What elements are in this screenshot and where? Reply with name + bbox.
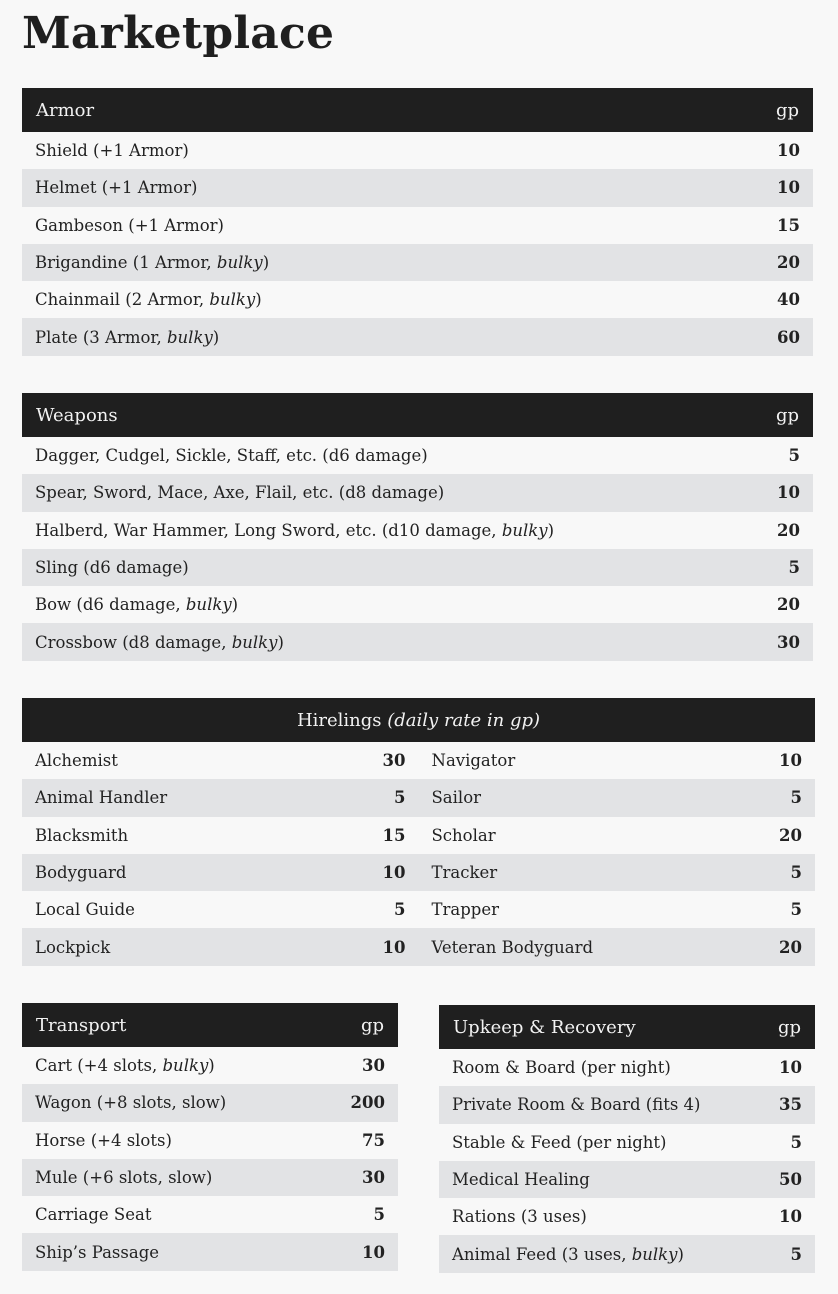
- hirelings-table: [22, 698, 815, 966]
- item-price: 15: [777, 215, 800, 235]
- item-price: 200: [350, 1093, 385, 1113]
- item-name-end: ): [262, 253, 270, 273]
- weapons-header-unit: gp: [775, 404, 799, 426]
- item-price: 5: [373, 1205, 385, 1225]
- item-name-text: Rations (3 uses): [452, 1207, 587, 1227]
- hireling-name: Sailor: [431, 788, 482, 808]
- weapons-table: [22, 393, 813, 661]
- hireling-price: 30: [382, 751, 406, 771]
- hireling-price: 10: [382, 863, 406, 883]
- hireling-left: [35, 826, 419, 845]
- item-price: 75: [362, 1130, 385, 1150]
- armor-table: [22, 88, 813, 356]
- table-row: [22, 623, 813, 660]
- hireling-name: Local Guide: [35, 900, 135, 920]
- item-name-end: ): [277, 632, 284, 652]
- hireling-price: 15: [382, 825, 406, 845]
- item-name-text: Mule (+6 slots, slow): [35, 1168, 213, 1188]
- item-name-text: Brigandine (1 Armor,: [35, 253, 217, 273]
- upkeep-header: [439, 1005, 815, 1049]
- upkeep-header-unit: gp: [777, 1016, 801, 1038]
- hireling-right: [419, 863, 803, 882]
- weapons-header-label: Weapons: [36, 404, 118, 426]
- table-row: [22, 512, 813, 549]
- item-price: 5: [788, 558, 800, 578]
- upkeep-header-label: Upkeep & Recovery: [453, 1016, 636, 1038]
- weapons-rows: [22, 437, 813, 661]
- hireling-price: 10: [382, 937, 406, 957]
- hireling-right: [419, 751, 803, 770]
- item-price: 30: [362, 1056, 385, 1076]
- armor-header-unit: gp: [775, 99, 799, 121]
- item-name: [35, 216, 224, 235]
- hireling-name: Animal Handler: [35, 788, 168, 808]
- item-name: [452, 1245, 684, 1264]
- item-name: [35, 1205, 151, 1224]
- hireling-left: [35, 900, 419, 919]
- item-name-end: ): [255, 290, 262, 310]
- hireling-price: 5: [790, 788, 802, 808]
- transport-header-label: Transport: [36, 1014, 127, 1036]
- item-tag: bulky: [166, 327, 213, 347]
- item-price: 10: [777, 178, 800, 198]
- upkeep-table: [439, 1005, 815, 1273]
- item-name-text: Horse (+4 slots): [35, 1130, 172, 1150]
- transport-header-unit: gp: [360, 1014, 384, 1036]
- hireling-name: Tracker: [431, 863, 498, 883]
- item-tag: bulky: [631, 1244, 678, 1264]
- item-name-text: Room & Board (per night): [452, 1058, 671, 1078]
- hireling-left: [35, 751, 419, 770]
- hireling-name: Trapper: [431, 900, 500, 920]
- item-name-end: ): [212, 327, 220, 347]
- table-row: [439, 1198, 815, 1235]
- hirelings-header-label: [297, 710, 540, 731]
- item-name: [35, 328, 219, 347]
- item-name: [35, 446, 428, 465]
- item-name-end: ): [677, 1244, 684, 1264]
- item-name: [452, 1095, 701, 1114]
- weapons-header: [22, 393, 813, 437]
- transport-rows: [22, 1047, 398, 1271]
- item-name: [35, 483, 444, 502]
- item-name-text: Chainmail (2 Armor,: [35, 290, 210, 310]
- table-row: [22, 742, 815, 779]
- table-row: [22, 437, 813, 474]
- item-name: [35, 1056, 215, 1075]
- item-name-text: Shield (+1 Armor): [35, 141, 189, 161]
- item-price: 5: [790, 1244, 802, 1264]
- table-row: [22, 281, 813, 318]
- item-tag: bulky: [231, 632, 278, 652]
- table-row: [22, 1196, 398, 1233]
- hireling-right: [419, 826, 803, 845]
- item-price: 5: [788, 446, 800, 466]
- table-row: [439, 1235, 815, 1272]
- item-tag: bulky: [501, 520, 548, 540]
- item-name-text: Plate (3 Armor,: [35, 327, 167, 347]
- item-name-text: Helmet (+1 Armor): [35, 178, 198, 198]
- hireling-left: [35, 788, 419, 807]
- table-row: [22, 891, 815, 928]
- item-name-text: Halberd, War Hammer, Long Sword, etc. (d10 damage,: [35, 520, 502, 540]
- item-price: 10: [779, 1058, 802, 1078]
- item-price: 20: [777, 253, 800, 273]
- hireling-price: 5: [790, 863, 802, 883]
- hireling-name: Blacksmith: [35, 825, 129, 845]
- item-name-text: Animal Feed (3 uses,: [452, 1244, 632, 1264]
- item-price: 10: [777, 483, 800, 503]
- item-name: [35, 1131, 172, 1150]
- item-price: 60: [777, 327, 800, 347]
- item-tag: bulky: [216, 253, 263, 273]
- item-name: [35, 633, 284, 652]
- table-row: [22, 1159, 398, 1196]
- item-name-text: Private Room & Board (fits 4): [452, 1095, 701, 1115]
- item-name-end: ): [208, 1056, 215, 1076]
- hirelings-header-text: Hirelings: [296, 709, 388, 731]
- item-price: 40: [777, 290, 800, 310]
- armor-header: [22, 88, 813, 132]
- table-row: [439, 1049, 815, 1086]
- hireling-name: Scholar: [431, 825, 496, 845]
- item-name: [35, 1243, 159, 1262]
- table-row: [22, 1047, 398, 1084]
- item-name: [35, 1093, 226, 1112]
- hireling-price: 10: [779, 751, 802, 771]
- item-name-text: Medical Healing: [452, 1170, 590, 1190]
- hireling-price: 5: [790, 900, 802, 920]
- item-price: 20: [777, 595, 800, 615]
- hireling-price: 5: [394, 900, 406, 920]
- hireling-right: [419, 938, 803, 957]
- item-name-text: Dagger, Cudgel, Sickle, Staff, etc. (d6 damage): [35, 446, 428, 466]
- item-name-end: ): [547, 520, 555, 540]
- armor-header-label: Armor: [36, 99, 95, 121]
- item-price: 20: [777, 520, 800, 540]
- table-row: [22, 474, 813, 511]
- table-row: [439, 1124, 815, 1161]
- hireling-left: [35, 863, 419, 882]
- item-tag: bulky: [162, 1056, 209, 1076]
- table-row: [22, 1233, 398, 1270]
- table-row: [22, 928, 815, 965]
- table-row: [22, 207, 813, 244]
- item-name: [452, 1207, 587, 1226]
- hireling-name: Bodyguard: [35, 863, 127, 883]
- item-name: [35, 178, 197, 197]
- table-row: [22, 244, 813, 281]
- item-price: 10: [779, 1207, 802, 1227]
- item-name-text: Ship’s Passage: [35, 1242, 160, 1262]
- item-name: [35, 1168, 212, 1187]
- transport-header: [22, 1003, 398, 1047]
- table-row: [22, 586, 813, 623]
- hireling-right: [419, 900, 803, 919]
- table-row: [22, 169, 813, 206]
- hirelings-rows: [22, 742, 815, 966]
- item-name: [452, 1170, 590, 1189]
- hireling-left: [35, 938, 419, 957]
- table-row: [22, 1084, 398, 1121]
- hireling-right: [419, 788, 803, 807]
- item-name: [35, 141, 189, 160]
- item-price: 10: [777, 141, 800, 161]
- hireling-name: Alchemist: [35, 751, 118, 771]
- armor-rows: [22, 132, 813, 356]
- item-name: [452, 1058, 671, 1077]
- item-name-text: Spear, Sword, Mace, Axe, Flail, etc. (d8 damage): [35, 483, 445, 503]
- item-name-text: Stable & Feed (per night): [452, 1132, 667, 1152]
- item-name-text: Wagon (+8 slots, slow): [35, 1093, 227, 1113]
- hireling-price: 20: [779, 825, 802, 845]
- table-row: [22, 1122, 398, 1159]
- item-name-text: Bow (d6 damage,: [35, 595, 186, 615]
- hireling-price: 20: [779, 937, 802, 957]
- item-tag: bulky: [209, 290, 256, 310]
- item-price: 10: [362, 1242, 385, 1262]
- hireling-name: Veteran Bodyguard: [431, 937, 594, 957]
- item-name-text: Gambeson (+1 Armor): [35, 215, 224, 235]
- table-row: [22, 779, 815, 816]
- item-name: [35, 558, 189, 577]
- hireling-price: 5: [394, 788, 406, 808]
- table-row: [22, 318, 813, 355]
- item-name-text: Carriage Seat: [35, 1205, 152, 1225]
- table-row: [22, 549, 813, 586]
- item-price: 30: [777, 632, 800, 652]
- item-price: 30: [362, 1168, 385, 1188]
- hirelings-header-note: (daily rate in gp): [387, 709, 541, 731]
- item-name-text: Cart (+4 slots,: [35, 1056, 163, 1076]
- item-name: [35, 521, 554, 540]
- item-name: [452, 1133, 667, 1152]
- item-name-text: Sling (d6 damage): [35, 558, 189, 578]
- table-row: [22, 132, 813, 169]
- table-row: [439, 1161, 815, 1198]
- transport-table: [22, 1003, 398, 1271]
- item-price: 5: [790, 1132, 802, 1152]
- item-name: [35, 253, 269, 272]
- hireling-name: Navigator: [431, 751, 516, 771]
- page-title: Marketplace: [22, 8, 335, 59]
- item-name-text: Crossbow (d8 damage,: [35, 632, 232, 652]
- item-tag: bulky: [185, 595, 232, 615]
- table-row: [22, 854, 815, 891]
- table-row: [22, 817, 815, 854]
- item-name-end: ): [231, 595, 239, 615]
- table-row: [439, 1086, 815, 1123]
- item-name: [35, 290, 262, 309]
- item-price: 35: [779, 1095, 802, 1115]
- hireling-name: Lockpick: [35, 937, 111, 957]
- item-price: 50: [779, 1170, 802, 1190]
- hirelings-header: [22, 698, 815, 742]
- upkeep-rows: [439, 1049, 815, 1273]
- item-name: [35, 595, 238, 614]
